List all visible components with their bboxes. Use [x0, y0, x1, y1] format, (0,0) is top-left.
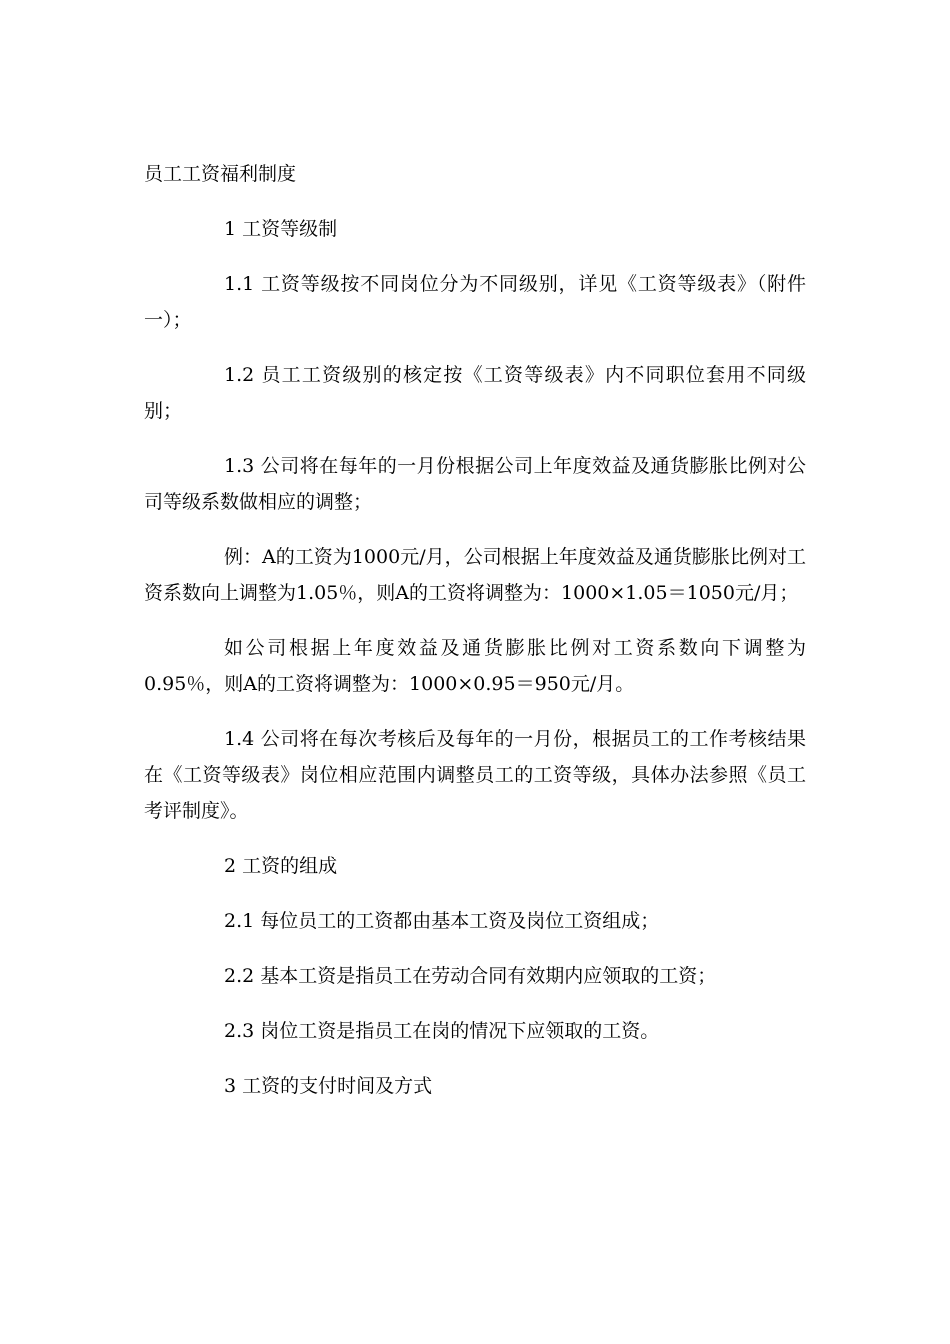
- clause-1-3: 1.3 公司将在每年的一月份根据公司上年度效益及通货膨胀比例对公司等级系数做相应的调整；: [144, 455, 806, 513]
- section-heading-3: 3 工资的支付时间及方式: [224, 1075, 433, 1097]
- clause-1-4: 1.4 公司将在每次考核后及每年的一月份，根据员工的工作考核结果在《工资等级表》岗位相应范围内调整员工的工资等级，具体办法参照《员工考评制度》。: [144, 728, 806, 822]
- section-heading-1: 1 工资等级制: [224, 218, 338, 240]
- clause-2-2: 2.2 基本工资是指员工在劳动合同有效期内应领取的工资；: [224, 965, 717, 987]
- example-upward-adjustment: 例：A的工资为1000元/月，公司根据上年度效益及通货膨胀比例对工资系数向上调整为1.05％，则A的工资将调整为：1000×1.05＝1050元/月；: [144, 546, 806, 604]
- document-title: 员工工资福利制度: [144, 163, 297, 185]
- clause-1-2: 1.2 员工工资级别的核定按《工资等级表》内不同职位套用不同级别；: [144, 364, 806, 422]
- section-heading-2: 2 工资的组成: [224, 855, 338, 877]
- example-downward-adjustment: 如公司根据上年度效益及通货膨胀比例对工资系数向下调整为0.95％，则A的工资将调整为：1000×0.95＝950元/月。: [144, 637, 806, 695]
- clause-2-1: 2.1 每位员工的工资都由基本工资及岗位工资组成；: [224, 910, 660, 932]
- clause-1-1: 1.1 工资等级按不同岗位分为不同级别，详见《工资等级表》（附件一）；: [144, 273, 806, 331]
- clause-2-3: 2.3 岗位工资是指员工在岗的情况下应领取的工资。: [224, 1020, 660, 1042]
- document-body: [144, 156, 806, 1123]
